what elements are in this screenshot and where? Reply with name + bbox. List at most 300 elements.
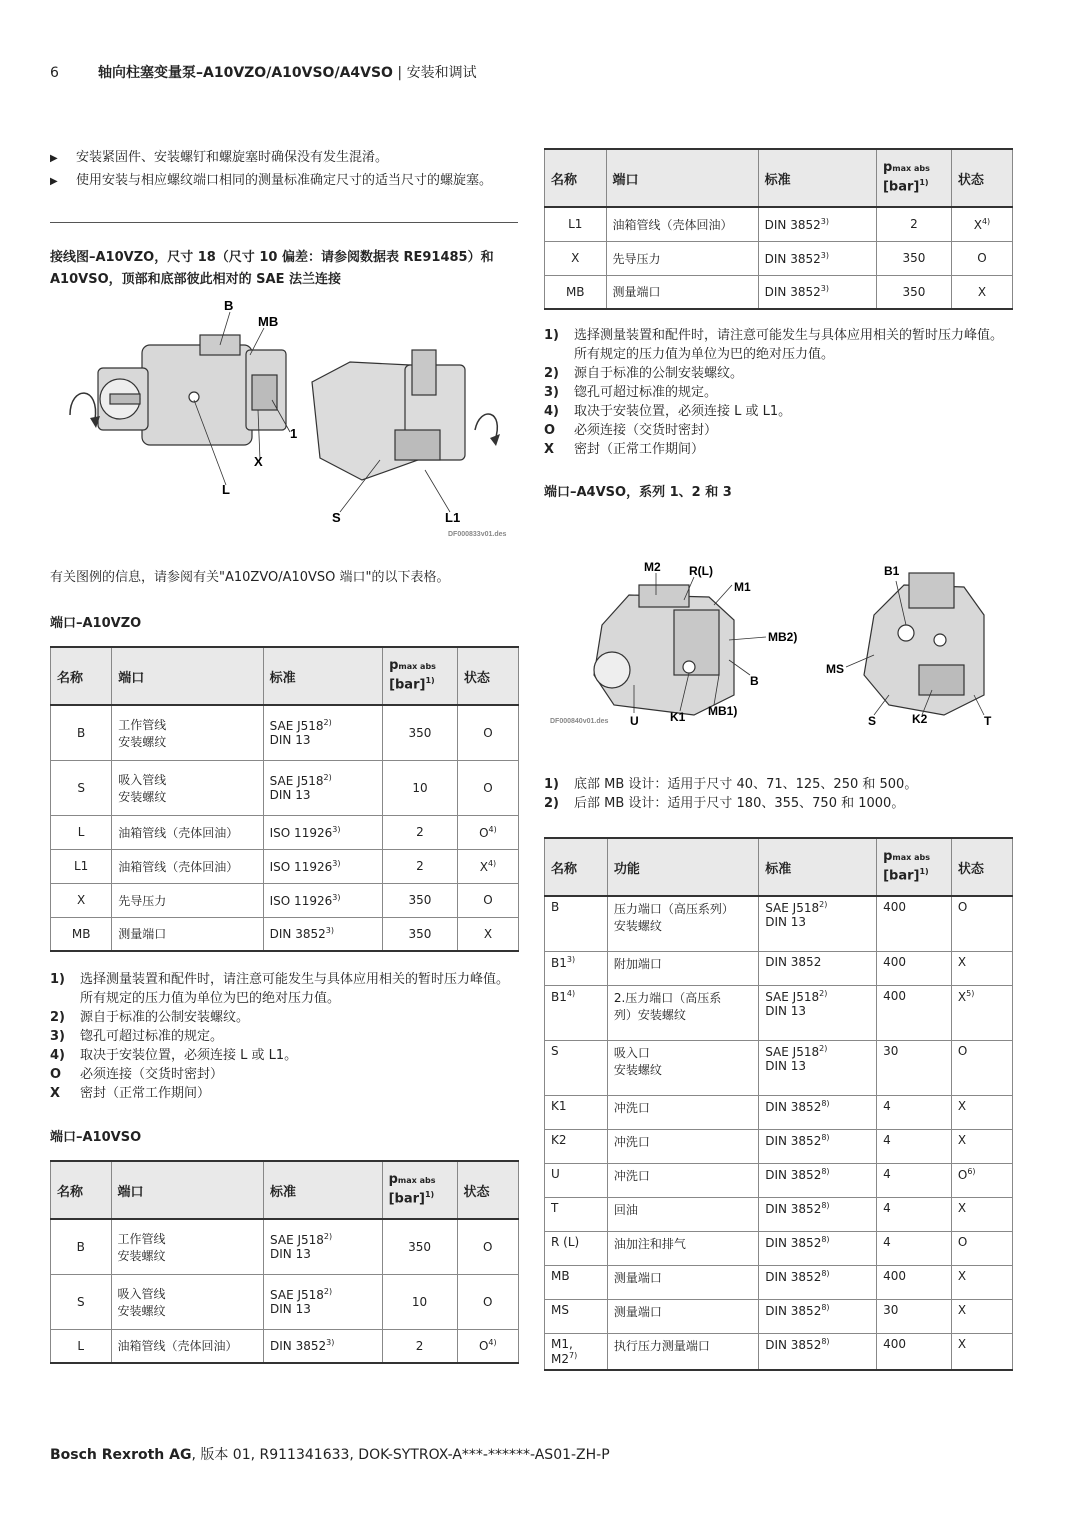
cell-line: DIN 3852$^{8)}$ [765, 1302, 830, 1318]
p-subscript: max abs [398, 662, 436, 672]
cell-state: O [457, 883, 518, 917]
footnote-key: 1) [544, 777, 559, 792]
table-row [545, 207, 1013, 241]
footnote-text: 源自于标准的公制安装螺纹。 [80, 1010, 250, 1025]
footnote-text: 选择测量装置和配件时，请注意可能发生与具体应用相关的暂时压力峰值。所有规定的压力值为单位为巴的绝对压力值。 [80, 972, 510, 1006]
footnote-text: 底部 MB 设计：适用于尺寸 40、71、125、250 和 500。 [574, 777, 918, 792]
bullet-icon: ▶ [50, 153, 58, 164]
p-symbol: p [883, 849, 893, 865]
rotation-arrow-icon [475, 414, 497, 440]
cell-state: X [951, 275, 1012, 309]
cell-line: SAE J518$^{2)}$ [269, 718, 332, 734]
cell-name: L [51, 815, 112, 849]
cell-line: ISO 11926$^{3)}$ [269, 824, 341, 840]
cell-name: M1, M2$^{7)}$ [545, 1333, 608, 1370]
cell-line: 2.压力端口（高压系 [613, 990, 722, 1005]
legend-note: 有关图例的信息，请参阅有关"A10ZVO/A10VSO 端口"的以下表格。 [50, 570, 450, 585]
cell-pressure: 350 [382, 1219, 457, 1274]
footnote-text: 必须连接（交货时密封） [574, 423, 718, 438]
footnotes-b [544, 326, 1014, 459]
table-row [51, 705, 519, 760]
cell-line: 安装螺纹 [613, 1062, 662, 1077]
fig2-label-b1: B1 [884, 564, 900, 578]
table-row [545, 985, 1013, 1040]
fig1-label-mb: MB [258, 314, 279, 329]
cell-line: DIN 3852$^{8)}$ [765, 1132, 830, 1148]
cell-port [111, 1274, 264, 1329]
footnote-key: 3) [50, 1029, 65, 1044]
cell-port: 油箱管线（壳体回油） [606, 207, 758, 241]
cell-standard [264, 1329, 383, 1363]
fig1-label-l: L [222, 482, 230, 497]
cell-line: SAE J518$^{2)}$ [765, 1043, 828, 1059]
cell-state: O [951, 896, 1012, 951]
fig1-pump-diagram [50, 290, 520, 540]
footnote-item [50, 1084, 518, 1103]
cell-line: DIN 3852$^{3)}$ [269, 926, 334, 942]
cell-pressure: 2 [876, 207, 951, 241]
table-row [545, 1197, 1013, 1231]
cell-pressure: 350 [876, 275, 951, 309]
table-row [51, 1219, 519, 1274]
footnote-item [544, 440, 1014, 459]
fig2-label-mb2: MB2) [768, 630, 798, 644]
fig1-label-l1: L1 [445, 510, 461, 525]
cell-state: $O^{4)}$ [457, 815, 518, 849]
cell-line: SAE J518$^{2)}$ [765, 900, 828, 915]
table-row [51, 815, 519, 849]
col-func: 功能 [607, 838, 758, 896]
table-header-row [545, 838, 1013, 896]
cell-state: O [951, 1231, 1012, 1265]
footer-company: Bosch Rexroth AG [50, 1447, 192, 1463]
col-port: 端口 [112, 647, 263, 705]
cell-state: O [457, 1274, 518, 1329]
cell-line: DIN 3852$^{8)}$ [765, 1268, 830, 1284]
cell-standard [263, 849, 382, 883]
cell-standard [759, 1231, 877, 1265]
footnote-key: 1) [50, 972, 65, 987]
cell-name: MB [545, 1265, 608, 1299]
cell-func [607, 1163, 758, 1197]
cell-func [607, 896, 758, 951]
footnote-text: 密封（正常工作期间） [574, 442, 705, 457]
cell-line: 测量端口 [613, 1304, 662, 1319]
cell-name: MB [545, 275, 607, 309]
cell-line: 吸入口 [613, 1045, 650, 1060]
cell-line: DIN 13 [765, 1058, 807, 1073]
table-row [545, 1231, 1013, 1265]
col-state: 状态 [951, 838, 1012, 896]
bar-label: [bar]$^{1)}$ [389, 676, 435, 693]
col-pressure [877, 838, 952, 896]
cell-standard [263, 705, 382, 760]
table-header-row [545, 149, 1013, 207]
cell-pressure: 4 [877, 1129, 952, 1163]
col-standard: 标准 [264, 1161, 383, 1219]
cell-name: U [545, 1163, 608, 1197]
cell-pressure: 400 [877, 1265, 952, 1299]
table-row [51, 1274, 519, 1329]
superscript: 6) [967, 1166, 976, 1176]
footnote-item [544, 794, 1014, 813]
footnote-text: 锪孔可超过标准的规定。 [574, 385, 718, 400]
footnote-key: X [544, 442, 555, 457]
cell-standard: DIN 3852$^{3)}$ [758, 241, 876, 275]
cell-pressure: 10 [382, 1274, 457, 1329]
cell-func [607, 1129, 758, 1163]
superscript: 1) [919, 178, 929, 188]
superscript: 8) [821, 1234, 830, 1244]
cell-standard [263, 760, 382, 815]
cell-state: X [951, 1265, 1012, 1299]
cell-port [112, 883, 263, 917]
superscript: 4) [488, 1338, 497, 1348]
divider [50, 222, 518, 223]
cell-line: DIN 13 [270, 1302, 311, 1316]
cell-line: 附加端口 [613, 956, 662, 971]
cell-state: $X^{4)}$ [457, 849, 518, 883]
page-footer [50, 1444, 610, 1464]
superscript: 1) [424, 1190, 435, 1200]
fig1-label-x: X [254, 454, 263, 469]
superscript: 3) [566, 954, 576, 964]
footnote-key: O [544, 423, 556, 438]
col-name: 名称 [545, 838, 608, 896]
cell-line: 吸入管线 [118, 772, 167, 787]
superscript: 8) [821, 1336, 830, 1346]
footnote-item [50, 1027, 518, 1046]
fig1-ref: DF000833v01.des [448, 531, 507, 538]
cell-line: DIN 13 [270, 1247, 311, 1262]
table-row [51, 917, 519, 951]
cell-name: S [545, 1040, 608, 1095]
table-a10vzo [50, 646, 519, 952]
pressure-label [883, 850, 945, 865]
footnote-key: 4) [50, 1048, 65, 1063]
fig1-title: 接线图–A10VZO，尺寸 18（尺寸 10 偏差：请参阅数据表 RE91485）和 A10VSO，顶部和底部彼此相对的 SAE 法兰连接 [50, 250, 494, 287]
table-row [545, 1163, 1013, 1197]
superscript: 2) [323, 773, 332, 782]
a4-notes [544, 775, 1014, 813]
cell-line: 冲洗口 [613, 1100, 650, 1115]
superscript: 2) [819, 1043, 828, 1053]
fig2-label-u: U [630, 714, 639, 728]
table-row [51, 883, 519, 917]
pressure-label [883, 161, 945, 176]
rotation-arrow-icon [70, 393, 96, 420]
superscript: 3) [820, 250, 829, 260]
cell-port [112, 815, 263, 849]
footnote-text: 选择测量装置和配件时，请注意可能发生与具体应用相关的暂时压力峰值。所有规定的压力值为单位为巴的绝对压力值。 [574, 328, 1004, 362]
cell-pressure: 2 [383, 815, 458, 849]
cell-line: DIN 3852$^{8)}$ [765, 1098, 830, 1114]
footnote-item [544, 402, 1014, 421]
page-header: 6 轴向柱塞变量泵–A10VZO/A10VSO/A4VSO | 安装和调试 [50, 65, 477, 81]
cell-line: DIN 3852$^{8)}$ [765, 1200, 830, 1216]
footnote-key: 1) [544, 328, 559, 343]
cell-standard [759, 1299, 877, 1333]
cell-state: X [951, 1299, 1012, 1333]
superscript: 3) [820, 216, 829, 226]
cell-name: B1$^{4)}$ [545, 985, 608, 1040]
cell-state: X [951, 1129, 1012, 1163]
cell-line: 测量端口 [613, 1270, 662, 1285]
col-standard: 标准 [759, 838, 877, 896]
footnote-item [544, 383, 1014, 402]
cell-state: O [457, 1219, 518, 1274]
cell-line: SAE J518$^{2)}$ [765, 988, 828, 1004]
cell-pressure: 4 [877, 1163, 952, 1197]
table-row [545, 1299, 1013, 1333]
cell-name: X [545, 241, 607, 275]
cell-line: DIN 3852$^{3)}$ [270, 1338, 335, 1354]
cell-state: $O^{6)}$ [951, 1163, 1012, 1197]
col-standard: 标准 [758, 149, 876, 207]
superscript: 3) [332, 824, 341, 834]
cell-line: DIN 13 [269, 788, 311, 802]
cell-name: MB [51, 917, 112, 951]
cell-line: 安装螺纹 [118, 789, 167, 804]
cell-line: 油箱管线（壳体回油） [118, 825, 239, 840]
footnote-key: 2) [544, 366, 559, 381]
cell-line: SAE J518$^{2)}$ [269, 773, 332, 788]
bullet-list [50, 148, 510, 194]
cell-line: 执行压力测量端口 [613, 1338, 710, 1353]
cell-port: 先导压力 [606, 241, 758, 275]
cell-state: $O^{4)}$ [457, 1329, 518, 1363]
cell-line: 油加注和排气 [613, 1236, 686, 1251]
fig1-label-s: S [332, 510, 341, 525]
fig1-label-1: 1 [290, 426, 298, 441]
cell-func [607, 985, 758, 1040]
cell-port [112, 917, 263, 951]
superscript: 8) [821, 1302, 830, 1312]
cell-pressure: 400 [877, 1333, 952, 1370]
footnote-text: 后部 MB 设计：适用于尺寸 180、355、750 和 1000。 [574, 796, 905, 811]
cell-state: O [951, 241, 1012, 275]
superscript: 3) [326, 1338, 335, 1348]
cell-standard [263, 917, 382, 951]
cell-pressure: 10 [383, 760, 458, 815]
p-subscript: max abs [397, 1176, 436, 1186]
cell-standard [264, 1219, 383, 1274]
p-subscript: max abs [892, 853, 930, 863]
cell-line: DIN 3852 [765, 954, 822, 969]
section-title: 安装和调试 [406, 65, 477, 81]
cell-line: 安装螺纹 [613, 919, 662, 933]
cell-name: L [51, 1329, 112, 1363]
cell-name: K2 [545, 1129, 608, 1163]
cell-line: 工作管线 [117, 1231, 166, 1246]
t-vzo-title: 端口–A10VZO [50, 616, 142, 631]
cell-func [607, 951, 758, 985]
footnote-item [50, 1046, 518, 1065]
footnote-text: 取决于安装位置，必须连接 L 或 L1。 [80, 1048, 298, 1063]
superscript: 4) [488, 824, 497, 834]
superscript: 4) [981, 216, 991, 226]
t-vso-title: 端口–A10VSO [50, 1130, 142, 1145]
footnote-text: 密封（正常工作期间） [80, 1086, 211, 1101]
footnote-key: 3) [544, 385, 559, 400]
footnote-key: 2) [544, 796, 559, 811]
superscript: 8) [821, 1268, 830, 1278]
cell-port [112, 760, 263, 815]
cell-pressure: 400 [877, 985, 952, 1040]
superscript: 2) [323, 1287, 333, 1296]
cell-standard [759, 896, 877, 951]
col-pressure [876, 149, 951, 207]
cell-line: 列）安装螺纹 [613, 1007, 686, 1022]
table-row [545, 241, 1013, 275]
cell-pressure: 400 [877, 951, 952, 985]
list-item: ▶ 使用安装与相应螺纹端口相同的测量标准确定尺寸的适当尺寸的螺旋塞。 [50, 171, 510, 192]
table-row [545, 951, 1013, 985]
cell-state: X [951, 951, 1012, 985]
cell-line: DIN 3852$^{8)}$ [765, 1336, 830, 1352]
footnote-text: 锪孔可超过标准的规定。 [80, 1029, 224, 1044]
table-a10vso [50, 1160, 519, 1364]
col-state: 状态 [951, 149, 1012, 207]
superscript: 5) [966, 988, 975, 998]
fig2-label-ms: MS [826, 662, 844, 676]
cell-state: O [457, 705, 518, 760]
footnote-item [544, 775, 1014, 794]
footnote-item [50, 970, 518, 1008]
fig2-label-mb1: MB1) [708, 704, 738, 718]
cell-line: DIN 3852$^{8)}$ [765, 1234, 830, 1250]
cell-pressure: 30 [877, 1299, 952, 1333]
cell-line: 安装螺纹 [117, 1303, 166, 1318]
superscript: 1) [919, 867, 929, 877]
superscript: 3) [820, 284, 829, 294]
a4-title: 端口–A4VSO，系列 1、2 和 3 [544, 485, 732, 500]
p-symbol: p [389, 658, 399, 674]
cell-name: MS [545, 1299, 608, 1333]
fig2-label-b: B [750, 674, 759, 688]
bullet-icon: ▶ [50, 176, 58, 187]
table-row [545, 275, 1013, 309]
cell-standard [759, 1163, 877, 1197]
cell-name: B [545, 896, 608, 951]
table-row [51, 849, 519, 883]
bar-label: [bar]$^{1)}$ [882, 178, 929, 195]
footnote-key: O [50, 1067, 62, 1082]
cell-line: 测量端口 [118, 927, 167, 942]
superscript: 2) [819, 988, 828, 998]
superscript: 2) [323, 1232, 333, 1242]
cell-name: X [51, 883, 112, 917]
cell-state: X [951, 1197, 1012, 1231]
cell-func [607, 1197, 758, 1231]
fig2-pump-diagram [544, 555, 1014, 735]
cell-pressure: 2 [383, 849, 458, 883]
cell-standard [759, 1129, 877, 1163]
cell-func [607, 1333, 758, 1370]
superscript: 3) [332, 858, 341, 868]
cell-name: T [545, 1197, 608, 1231]
cell-line: SAE J518$^{2)}$ [270, 1287, 333, 1302]
superscript: 3) [325, 926, 334, 936]
cell-standard [759, 951, 877, 985]
cell-port [112, 849, 263, 883]
cell-line: ISO 11926$^{3)}$ [269, 892, 341, 908]
col-state: 状态 [457, 647, 518, 705]
cell-state: X [457, 917, 518, 951]
cell-pressure: 350 [383, 917, 458, 951]
cell-func [607, 1095, 758, 1129]
cell-line: 油箱管线（壳体回油） [117, 1339, 238, 1354]
cell-line: DIN 3852$^{8)}$ [765, 1166, 830, 1182]
fig2-label-t: T [984, 714, 992, 728]
cell-pressure: 2 [382, 1329, 457, 1363]
footnote-item [544, 364, 1014, 383]
col-state: 状态 [457, 1161, 518, 1219]
pressure-label [389, 659, 451, 674]
footnotes-a [50, 970, 518, 1103]
cell-line: 安装螺纹 [117, 1248, 166, 1263]
cell-pressure: 30 [877, 1040, 952, 1095]
cell-standard [263, 815, 382, 849]
superscript: 2) [819, 900, 828, 909]
table-row [545, 1265, 1013, 1299]
cell-line: SAE J518$^{2)}$ [270, 1232, 333, 1248]
table-row [51, 760, 519, 815]
table-row [51, 1329, 519, 1363]
cell-line: 冲洗口 [613, 1134, 650, 1149]
superscript: 3) [332, 892, 341, 902]
bar-label: [bar]$^{1)}$ [388, 1190, 435, 1207]
cell-line: 回油 [613, 1202, 638, 1217]
superscript: 1) [425, 676, 435, 686]
table-a4vso [544, 837, 1013, 1371]
cell-line: DIN 13 [765, 1003, 807, 1018]
cell-pressure: 4 [877, 1231, 952, 1265]
table-row [545, 1095, 1013, 1129]
cell-standard [759, 1040, 877, 1095]
cell-port [112, 705, 263, 760]
table-row [545, 1040, 1013, 1095]
p-symbol: p [882, 160, 893, 176]
superscript: 8) [821, 1132, 830, 1142]
cell-pressure: 400 [877, 896, 952, 951]
cell-line: DIN 13 [269, 733, 311, 748]
cell-func [607, 1299, 758, 1333]
cell-standard [263, 883, 382, 917]
col-standard: 标准 [263, 647, 382, 705]
cell-line: 压力端口（高压系列） [613, 902, 734, 916]
cell-standard [759, 1197, 877, 1231]
cell-pressure: 4 [877, 1095, 952, 1129]
cell-line: 工作管线 [118, 717, 167, 732]
footnote-key: X [50, 1086, 61, 1101]
col-port: 端口 [111, 1161, 264, 1219]
table-header-row [51, 1161, 519, 1219]
cell-line: ISO 11926$^{3)}$ [269, 858, 341, 874]
cell-func [607, 1265, 758, 1299]
cell-line: DIN 13 [765, 915, 807, 929]
page-number: 6 [50, 65, 59, 81]
cell-name: B1$^{3)}$ [545, 951, 608, 985]
cell-state: O [457, 760, 518, 815]
cell-pressure: 350 [876, 241, 951, 275]
cell-state: O [951, 1040, 1012, 1095]
superscript: 4) [487, 858, 497, 868]
cell-standard [264, 1274, 383, 1329]
col-name: 名称 [545, 149, 607, 207]
fig2-label-m1: M1 [734, 580, 751, 594]
cell-state: X [951, 1095, 1012, 1129]
